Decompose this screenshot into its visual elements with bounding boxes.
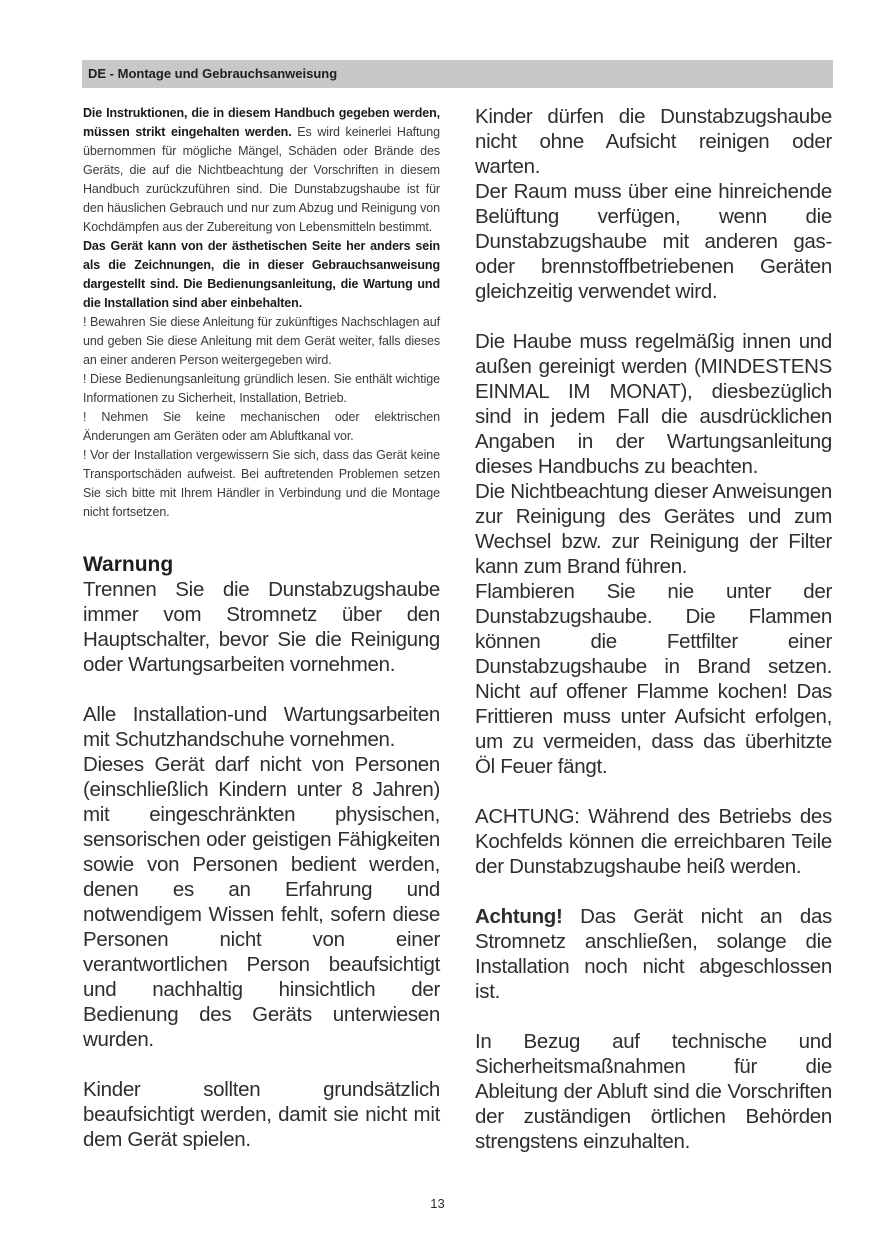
warning-block: [83, 552, 440, 1152]
intro-bold: Die Instruktionen, die in diesem Handbuch gegeben werden, müssen strikt eingehalten werden.: [83, 106, 440, 139]
intro-paragraph: [83, 104, 440, 237]
right-column: [475, 104, 832, 1154]
warning-persons: Dieses Gerät darf nicht von Personen (einschließlich Kindern unter 8 Jahren) mit eingeschränkten physischen, sensorischen oder geistigen Fähigkeiten sowie von Personen bedient werden, denen es an Erfahrung und notwendigem Wissen fehlt, sofern diese Personen nicht von einer verantwortlichen Person beaufsichtigt und nachhaltig hinsichtlich der Bedienung des Geräts unterwiesen wurden.: [83, 753, 440, 1051]
note-keep-manual: ! Bewahren Sie diese Anleitung für zukünftiges Nachschlagen auf und geben Sie diese Anleitung mit dem Gerät weiter, falls dieses an einer anderen Person weitergegeben wird.: [83, 315, 440, 367]
left-column: [83, 104, 440, 1152]
hot-parts-warning: ACHTUNG: Während des Betriebs des Kochfelds können die erreichbaren Teile der Dunstabzugshaube heiß werden.: [475, 805, 832, 878]
regular-cleaning: Die Haube muss regelmäßig innen und außen gereinigt werden (MINDESTENS EINMAL IM MONAT), diesbezüglich sind in jedem Fall die ausdrücklichen Angaben in der Wartungsanleitung dieses Handbuchs zu beachten.: [475, 330, 832, 478]
warning-gloves: Alle Installation-und Wartungsarbeiten mit Schutzhandschuhe vornehmen.: [83, 703, 440, 751]
warning-children: Kinder sollten grundsätzlich beaufsichtigt werden, damit sie nicht mit dem Gerät spielen.: [83, 1078, 440, 1151]
intro-block: [83, 104, 440, 522]
children-cleaning: Kinder dürfen die Dunstabzugshaube nicht ohne Aufsicht reinigen oder warten.: [475, 105, 832, 178]
warning-disconnect: Trennen Sie die Dunstabzugshaube immer vom Stromnetz über den Hauptschalter, bevor Sie die Reinigung oder Wartungsarbeiten vornehmen.: [83, 578, 440, 676]
note-transport-damage: ! Vor der Installation vergewissern Sie sich, dass das Gerät keine Transportschäden aufweist. Bei auftretenden Problemen setzen Sie sich bitte mit Ihrem Händler in Verbindung und die Montage nicht fortsetzen.: [83, 448, 440, 519]
exhaust-regulations: In Bezug auf technische und Sicherheitsmaßnahmen für die Ableitung der Abluft sind die Vorschriften der zuständigen örtlichen Behörden strengstens einzuhalten.: [475, 1030, 832, 1153]
flambe-warning: Flambieren Sie nie unter der Dunstabzugshaube. Die Flammen können die Fettfilter einer Dunstabzugshaube in Brand setzen. Nicht auf offener Flamme kochen! Das Frittieren muss unter Aufsicht erfolgen, um zu vermeiden, dass das überhitzte Öl Feuer fängt.: [475, 580, 832, 778]
fire-risk: Die Nichtbeachtung dieser Anweisungen zur Reinigung des Gerätes und zum Wechsel bzw. zur Reinigung der Filter kann zum Brand führen.: [475, 480, 832, 578]
note-no-modifications: ! Nehmen Sie keine mechanischen oder elektrischen Änderungen am Geräten oder am Abluftkanal vor.: [83, 410, 440, 443]
section-header: DE - Montage und Gebrauchsanweisung: [82, 60, 833, 88]
ventilation: Der Raum muss über eine hinreichende Belüftung verfügen, wenn die Dunstabzugshaube mit anderen gas-oder brennstoffbetriebenen Geräten gleichzeitig verwendet wird.: [475, 180, 832, 303]
design-note-bold: Das Gerät kann von der ästhetischen Seite her anders sein als die Zeichnungen, die in dieser Gebrauchsanweisung dargestellt sind. Die Bedienungsanleitung, die Wartung und die Installation sind aber einbehalten.: [83, 239, 440, 310]
note-read-manual: ! Diese Bedienungsanleitung gründlich lesen. Sie enthält wichtige Informationen zu Sicherheit, Installation, Betrieb.: [83, 372, 440, 405]
connection-warning-bold: Achtung!: [475, 905, 563, 928]
connection-warning-text: Das Gerät nicht an das Stromnetz anschließen, solange die Installation noch nicht abgeschlossen ist.: [475, 905, 832, 1003]
intro-text: Es wird keinerlei Haftung übernommen für mögliche Mängel, Schäden oder Brände des Geräts, die auf die Nichtbeachtung der Vorschriften in diesem Handbuch zurückzuführen sind. Die Dunstabzugshaube ist für den häuslichen Gebrauch und nur zum Abzug und Reinigung von Kochdämpfen aus der Zubereitung von Lebensmitteln bestimmt.: [83, 125, 440, 234]
design-note: [83, 237, 440, 313]
page-number: 13: [430, 1196, 445, 1211]
warning-heading: Warnung: [83, 553, 174, 576]
connection-warning: [475, 904, 832, 1004]
